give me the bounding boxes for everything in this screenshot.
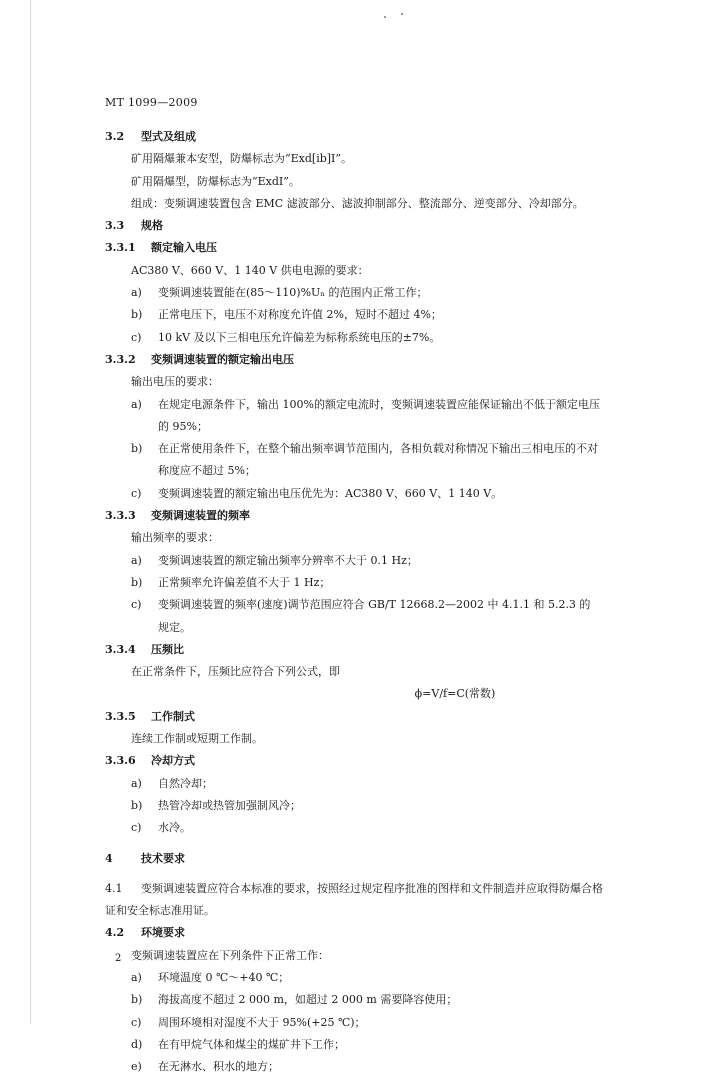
list-item-label: c)	[131, 330, 142, 344]
list-item-label: a)	[131, 286, 142, 300]
list-item-text: 变频调速装置的额定输出频率分辨率不大于 0.1 Hz；	[158, 553, 418, 567]
list-item-text: 变频调速装置的额定输出电压优先为：AC380 V、660 V、1 140 V。	[158, 486, 503, 500]
list-item-text: 正常频率允许偏差值不大于 1 Hz；	[158, 575, 331, 589]
list-item-continuation: 称度应不超过 5%；	[158, 464, 256, 478]
section-number: 3.3.4	[105, 642, 136, 656]
list-item-label: b)	[131, 442, 143, 456]
list-item-text: 变频调速装置能在(85～110)%Uₙ 的范围内正常工作；	[158, 286, 428, 300]
body-text: 矿用隔爆兼本安型，防爆标志为“Exd[ib]I”。	[131, 152, 353, 166]
scan-speck	[384, 16, 386, 18]
list-item-label: a)	[131, 397, 142, 411]
clause-paragraph	[105, 878, 695, 900]
section-heading	[105, 349, 695, 371]
section-title: 变频调速装置的频率	[151, 509, 250, 523]
paragraph-continuation: 证和安全标志准用证。	[105, 904, 215, 918]
section-number: 3.3	[105, 219, 125, 233]
paragraph-text: 变频调速装置应符合本标准的要求，按照经过规定程序批准的图样和文件制造并应取得防爆合格	[141, 881, 603, 895]
list-item	[105, 989, 695, 1011]
list-item	[105, 550, 695, 572]
list-item-label: a)	[131, 776, 142, 790]
list-item-text: 环境温度 0 ℃～+40 ℃；	[158, 970, 290, 984]
standard-id: MT 1099—2009	[105, 96, 198, 109]
body-text: 输出频率的要求：	[131, 531, 219, 545]
list-item-label: c)	[131, 598, 142, 612]
list-item	[105, 817, 695, 839]
list-item	[105, 594, 695, 616]
list-item-label: b)	[131, 308, 143, 322]
list-item-text: 在正常使用条件下，在整个输出频率调节范围内，各相负载对称情况下输出三相电压的不对	[158, 442, 598, 456]
section-heading	[105, 750, 695, 772]
section-heading	[105, 505, 695, 527]
list-item-label: d)	[131, 1037, 143, 1051]
list-item-continuation: 的 95%；	[158, 419, 208, 433]
section-number: 3.3.6	[105, 754, 136, 768]
list-item	[105, 572, 695, 594]
formula: ϕ=V/f=C(常数)	[414, 687, 496, 701]
list-item-text: 在有甲烷气体和煤尘的煤矿井下工作；	[158, 1037, 345, 1051]
section-heading	[105, 215, 695, 237]
section-number: 3.3.3	[105, 509, 136, 523]
section-heading	[105, 126, 695, 148]
list-item-label: c)	[131, 821, 142, 835]
body-text: 变频调速装置应在下列条件下正常工作：	[131, 948, 329, 962]
document-body	[105, 126, 695, 1078]
list-item-text: 热管冷却或热管加强制风冷；	[158, 798, 301, 812]
section-gap	[105, 870, 695, 878]
section-heading	[105, 922, 695, 944]
section-gap	[105, 840, 695, 848]
section-title: 压频比	[151, 642, 184, 656]
list-item-label: a)	[131, 970, 142, 984]
scan-edge-line	[30, 0, 31, 1024]
section-title: 技术要求	[141, 851, 185, 865]
list-item-text: 自然冷却；	[158, 776, 213, 790]
list-item	[105, 967, 695, 989]
list-item-label: a)	[131, 553, 142, 567]
list-item-continuation: 规定。	[158, 620, 191, 634]
section-number: 3.3.1	[105, 241, 136, 255]
section-title: 变频调速装置的额定输出电压	[151, 352, 294, 366]
list-item	[105, 483, 695, 505]
scan-speck	[401, 13, 403, 15]
body-text: 组成：变频调速装置包含 EMC 滤波部分、滤波抑制部分、整流部分、逆变部分、冷却部分。	[131, 196, 584, 210]
list-item-text: 正常电压下，电压不对称度允许值 2%，短时不超过 4%；	[158, 308, 442, 322]
list-item-label: b)	[131, 575, 143, 589]
section-heading	[105, 237, 695, 259]
section-number: 4.1	[105, 881, 123, 895]
list-item	[105, 1012, 695, 1034]
section-heading	[105, 848, 695, 870]
list-item-text: 在规定电源条件下，输出 100%的额定电流时，变频调速装置应能保证输出不低于额定电压	[158, 397, 600, 411]
list-item-text: 变频调速装置的频率(速度)调节范围应符合 GB/T 12668.2—2002 中 4.1.1 和 5.2.3 的	[158, 598, 591, 612]
list-item	[105, 773, 695, 795]
section-heading	[105, 639, 695, 661]
list-item	[105, 1034, 695, 1056]
page-number: 2	[115, 953, 122, 964]
section-number: 3.3.5	[105, 709, 136, 723]
list-item	[105, 1056, 695, 1078]
section-number: 3.3.2	[105, 352, 136, 366]
list-item	[105, 795, 695, 817]
list-item-label: b)	[131, 798, 143, 812]
list-item-text: 在无淋水、积水的地方；	[158, 1060, 279, 1074]
section-heading	[105, 706, 695, 728]
list-item-label: e)	[131, 1060, 142, 1074]
section-title: 工作制式	[151, 709, 195, 723]
body-text: AC380 V、660 V、1 140 V 供电电源的要求：	[131, 263, 369, 277]
list-item-label: c)	[131, 486, 142, 500]
list-item	[105, 282, 695, 304]
list-item-label: b)	[131, 993, 143, 1007]
section-number: 4.2	[105, 926, 125, 940]
list-item-label: c)	[131, 1015, 142, 1029]
body-text: 输出电压的要求：	[131, 375, 219, 389]
body-text: 矿用隔爆型，防爆标志为“ExdI”。	[131, 174, 300, 188]
body-text: 在正常条件下，压频比应符合下列公式，即	[131, 665, 340, 679]
list-item	[105, 304, 695, 326]
list-item-text: 海拔高度不超过 2 000 m，如超过 2 000 m 需要降容使用；	[158, 993, 458, 1007]
section-title: 冷却方式	[151, 754, 195, 768]
section-number: 3.2	[105, 130, 125, 143]
list-item-text: 水冷。	[158, 821, 191, 835]
section-title: 额定输入电压	[151, 241, 217, 255]
list-item	[105, 438, 695, 460]
section-title: 环境要求	[141, 926, 185, 940]
list-item-text: 周围环境相对湿度不大于 95%(+25 ℃)；	[158, 1015, 366, 1029]
body-text: 连续工作制或短期工作制。	[131, 732, 263, 746]
section-number: 4	[105, 851, 113, 865]
section-title: 型式及组成	[141, 130, 196, 143]
list-item	[105, 327, 695, 349]
list-item	[105, 394, 695, 416]
section-title: 规格	[141, 219, 163, 233]
list-item-text: 10 kV 及以下三相电压允许偏差为标称系统电压的±7%。	[158, 330, 441, 344]
